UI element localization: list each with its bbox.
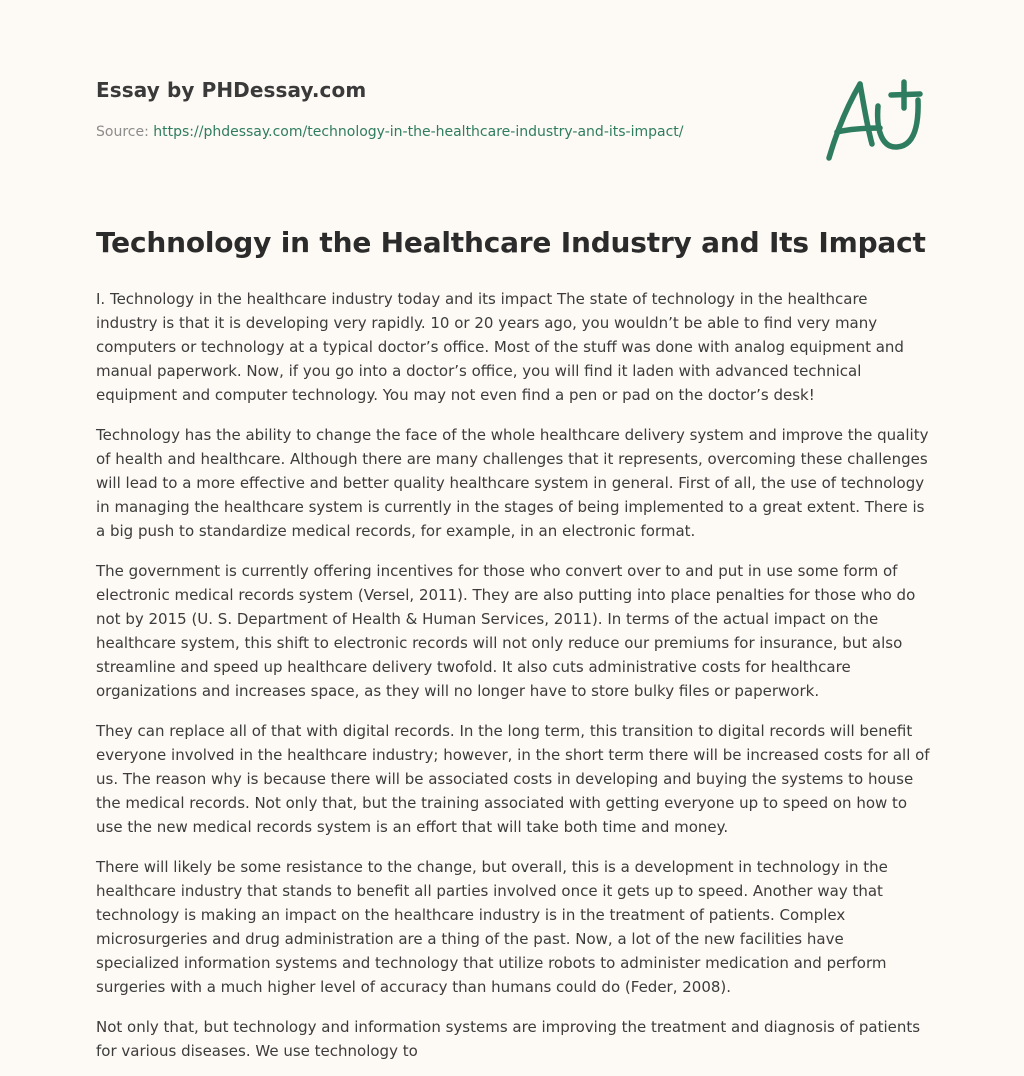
source-link[interactable]: https://phdessay.com/technology-in-the-healthcare-industry-and-its-impact/ — [153, 124, 684, 140]
essay-paragraph: The government is currently offering incentives for those who convert over to and put in use some form of electronic medical records system (Versel, 2011). They are also putting into place penalties for those who do not by 2015 (U. S. Department of Health & Human Services, 2011). In terms of the actual impact on the healthcare system, this shift to electronic records will not only reduce our premiums for insurance, but also streamline and speed up healthcare delivery twofold. It also cuts administrative costs for healthcare organizations and increases space, as they will no longer have to store bulky files or paperwork. — [96, 562, 916, 700]
source-line — [96, 124, 684, 140]
essay-body — [96, 287, 930, 1076]
source-label: Source: — [96, 124, 149, 140]
essay-paragraph: They can replace all of that with digital records. In the long term, this transition to digital records will benefit everyone involved in the healthcare industry; however, in the short term there will be increased costs for all of us. The reason why is because there will be associated costs in developing and buying the systems to house the medical records. Not only that, but the training associated with getting everyone up to speed on how to use the new medical records system is an effort that will take both time and money. — [96, 722, 930, 836]
essay-paragraph: There will likely be some resistance to the change, but overall, this is a development in technology in the healthcare industry that stands to benefit all parties involved once it gets up to speed. Another way that technology is making an impact on the healthcare industry is in the treatment of patients. Complex microsurgeries and drug administration are a thing of the past. Now, a lot of the new facilities have specialized information systems and technology that utilize robots to administer medication and perform surgeries with a much higher level of accuracy than humans could do (Feder, 2008). — [96, 858, 888, 996]
essay-paragraph: Not only that, but technology and information systems are improving the treatment and diagnosis of patients for various diseases. We use technology to — [96, 1018, 921, 1060]
essay-paragraph: Technology has the ability to change the face of the whole healthcare delivery system and improve the quality of health and healthcare. Although there are many challenges that it represents, overcoming these challenges will lead to a more effective and better quality healthcare system in general. First of all, the use of technology in managing the healthcare system is currently in the stages of being implemented to a great extent. There is a big push to standardize medical records, for example, in an electronic format. — [96, 426, 929, 540]
site-title: Essay by PHDessay.com — [96, 78, 367, 102]
essay-paragraph: I. Technology in the healthcare industry today and its impact The state of technology in the healthcare industry is that it is developing very rapidly. 10 or 20 years ago, you wouldn’t be able to find very many computers or technology at a typical doctor’s office. Most of the stuff was done with analog equipment and manual paperwork. Now, if you go into a doctor’s office, you will find it laden with advanced technical equipment and computer technology. You may not even find a pen or pad on the doctor’s desk! — [96, 290, 904, 404]
essay-title: Technology in the Healthcare Industry and Its Impact — [96, 226, 926, 259]
a-plus-logo-icon — [820, 68, 932, 168]
